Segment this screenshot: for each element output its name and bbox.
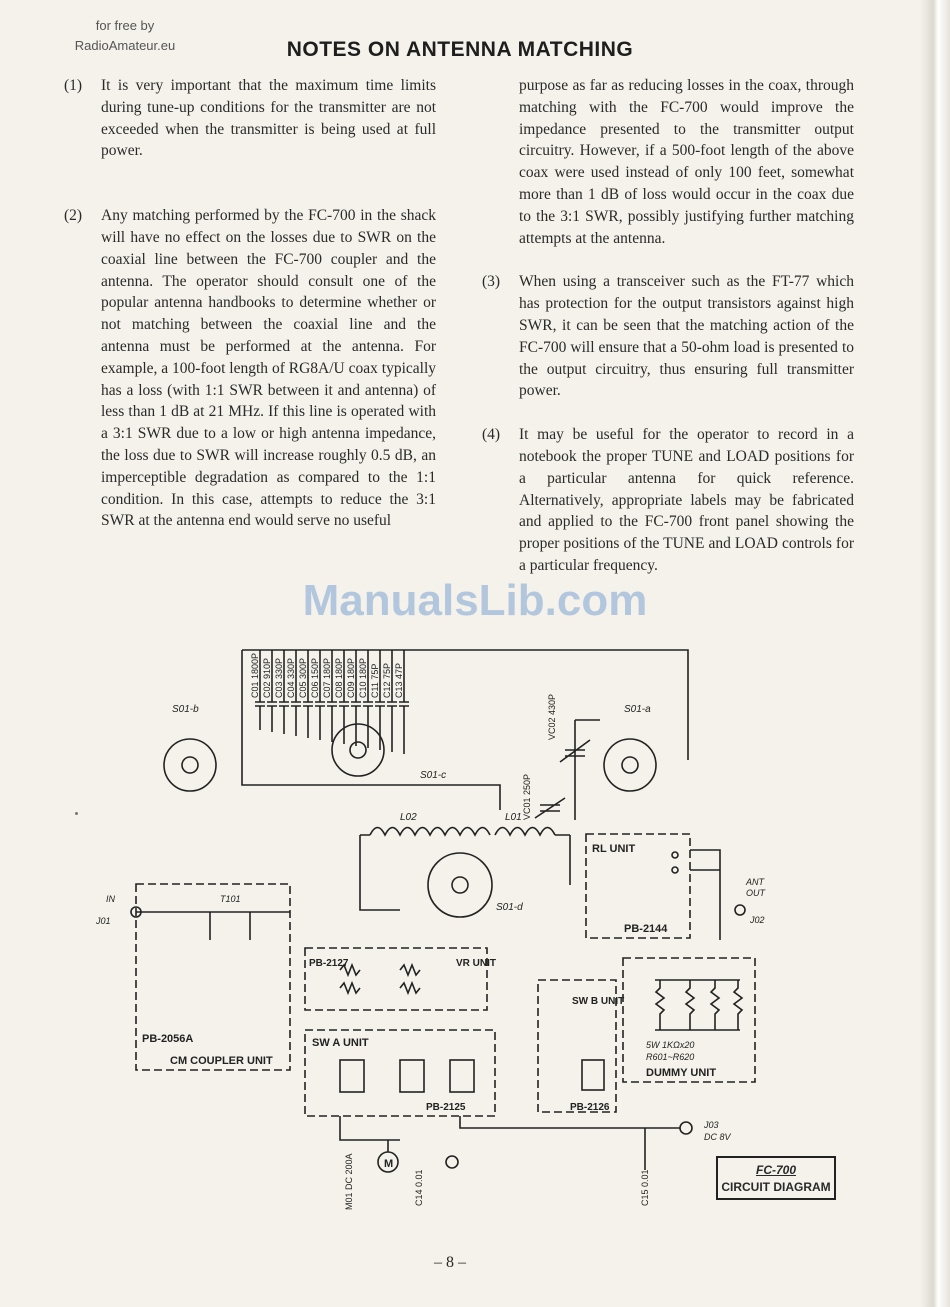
j02-label: J02 [750,915,765,925]
ant-out-jack [735,905,745,915]
dummy-resistor-range: R601~R620 [646,1052,695,1062]
m01-label: M01 DC 200A [344,1153,354,1210]
note-3-number: (3) [482,273,501,291]
in-label: IN [106,894,115,904]
cm-unit-label: CM COUPLER UNIT [170,1055,273,1067]
pb2144-label: PB-2144 [624,923,668,935]
pb2125-label: PB-2125 [426,1102,466,1113]
wire-top-bus [242,650,688,760]
note-4-number: (4) [482,426,501,444]
coil-l02-l01 [360,828,570,911]
wire-meter [340,1116,400,1152]
pb2056a-label: PB-2056A [142,1033,194,1045]
t101-label: T101 [220,894,241,904]
note-3-text: When using a transceiver such as the FT-77 which has protection for the output transistors against high SWR, it can be seen that the matching action of the FC-700 will ensure that a 50-ohm load is presented to the output circuitry, thus ensuring full transmitter power. [519,273,854,400]
watermark-line1: for free by [95,18,155,33]
note-3 [482,271,854,402]
swb-switch [582,1060,604,1090]
right-column [482,75,854,577]
vr-unit-label: VR UNIT [456,958,496,969]
rl-unit-label: RL UNIT [592,843,636,855]
capacitor-label: C10 180P [358,657,368,698]
capacitor-label: C12 75P [382,662,392,698]
rl-contact [672,867,678,873]
meter-symbol: M [384,1158,394,1170]
j03-label: J03 [704,1120,719,1130]
pb2127-label: PB-2127 [309,958,349,969]
watermark-line2: RadioAmateur.eu [74,38,176,53]
circuit-diagram [96,640,770,1230]
l01-label: L01 [505,812,522,823]
s01b-label: S01-b [172,704,199,715]
note-4-text: It may be useful for the operator to record in a notebook the proper TUNE and LOAD positions for a particular antenna for quick reference. Alternatively, appropriate labels may be fabricated and applied to the FC-700 front panel showing the proper positions of the TUNE and LOAD controls for a particular frequency. [519,426,854,574]
c14-label: C14 0.01 [414,1169,424,1206]
page-title: NOTES ON ANTENNA MATCHING [286,38,634,61]
swa-switches [340,1060,474,1092]
circuit-diagram-label [716,1156,836,1200]
capacitor-label: C05 300P [298,657,308,698]
note-2-text: Any matching performed by the FC-700 in the shack will have no effect on the losses due to SWR on the coaxial line between the FC-700 coupler and the antenna. The operator should consult one of the popular antenna handbooks to determine whether or not matching between the coaxial line and the antenna must be performed at the antenna. For example, a 100-foot length of RG8A/U coax typically has a loss (with 1:1 SWR between it and antenna) of less than 1 dB at 21 MHz. If this line is operated with a 3:1 SWR due to a low or high antenna impedance, the loss due to SWR will increase roughly 0.5 dB, an imperceptible degradation as compared to the 1:1 condition. In this case, attempts to reduce the 3:1 SWR at the antenna end would serve no useful [101,207,436,530]
dummy-unit-box [623,958,755,1082]
lamp [446,1156,458,1168]
capacitor-label: C07 180P [322,657,332,698]
s01a-label: S01-a [624,704,651,715]
dc8v-label: DC 8V [704,1132,731,1142]
c15-label: C15 0.01 [640,1169,650,1206]
switch-s01a [604,739,656,791]
capacitor-label: C06 150P [310,657,320,698]
vr-resistors [340,965,420,993]
switch-s01b [164,739,216,791]
note-4 [482,424,854,577]
wire-rl-out [690,850,720,940]
swb-unit-label: SW B UNIT [572,996,625,1007]
s01d-label: S01-d [496,902,523,913]
manualslib-watermark: ManualsLib.com [302,576,648,625]
rl-contact [672,852,678,858]
dc-jack-j03 [680,1122,692,1134]
switch-s01d [428,853,492,917]
wire-dc-bus [460,1116,680,1170]
capacitor-labels [250,653,404,698]
capacitor-label: C03 330P [274,657,284,698]
capacitor-label: C01 1800P [250,652,260,698]
swa-unit-label: SW A UNIT [312,1037,369,1049]
left-column [64,75,436,532]
note-2 [64,205,436,532]
capacitor-label: C13 47P [394,662,404,698]
page-speck [75,812,78,815]
capacitor-label: C09 180P [346,657,356,698]
j01-label: J01 [96,916,111,926]
dummy-resistor-note: 5W 1KΩx20 [646,1040,695,1050]
vc02-label: VC02 430P [547,693,557,740]
dummy-unit-label: DUMMY UNIT [646,1067,717,1079]
note-1 [64,75,436,162]
capacitor-label: C08 180P [334,657,344,698]
diagram-model: FC-700 [755,1163,796,1177]
l02-label: L02 [400,812,417,823]
capacitor-label: C02 910P [262,657,272,698]
variable-capacitor-vc01 [535,798,565,818]
diagram-caption: CIRCUIT DIAGRAM [721,1180,831,1194]
dummy-resistors [655,980,742,1030]
note-2-number: (2) [64,207,83,225]
note-1-text: It is very important that the maximum time limits during tune-up conditions for the transmitter are not exceeded when the transmitter is being used at full power. [101,77,436,160]
vc01-label: VC01 250P [522,773,532,820]
ant-label: ANT [746,877,764,887]
capacitor-label: C11 75P [370,663,380,698]
out-label: OUT [746,888,765,898]
page-number: – 8 – [434,1254,466,1271]
switch-s01c [332,724,384,776]
wire-s01a [575,720,600,820]
wire-cm-main [136,912,290,940]
capacitor-label: C04 330P [286,657,296,698]
pb2126-label: PB-2126 [570,1102,610,1113]
s01c-label: S01-c [420,770,447,781]
note-2-continued: purpose as far as reducing losses in the coax, through matching with the FC-700 would improve the impedance presented to the transmitter output circuitry. However, if a 500-foot length of the above coax were used instead of only 100 feet, somewhat more than 1 dB of loss would occur in the coax due to the 3:1 SWR, possibly justifying further matching attempts at the antenna. [519,77,854,247]
page-binding-edge [920,0,950,1307]
note-1-number: (1) [64,77,83,94]
